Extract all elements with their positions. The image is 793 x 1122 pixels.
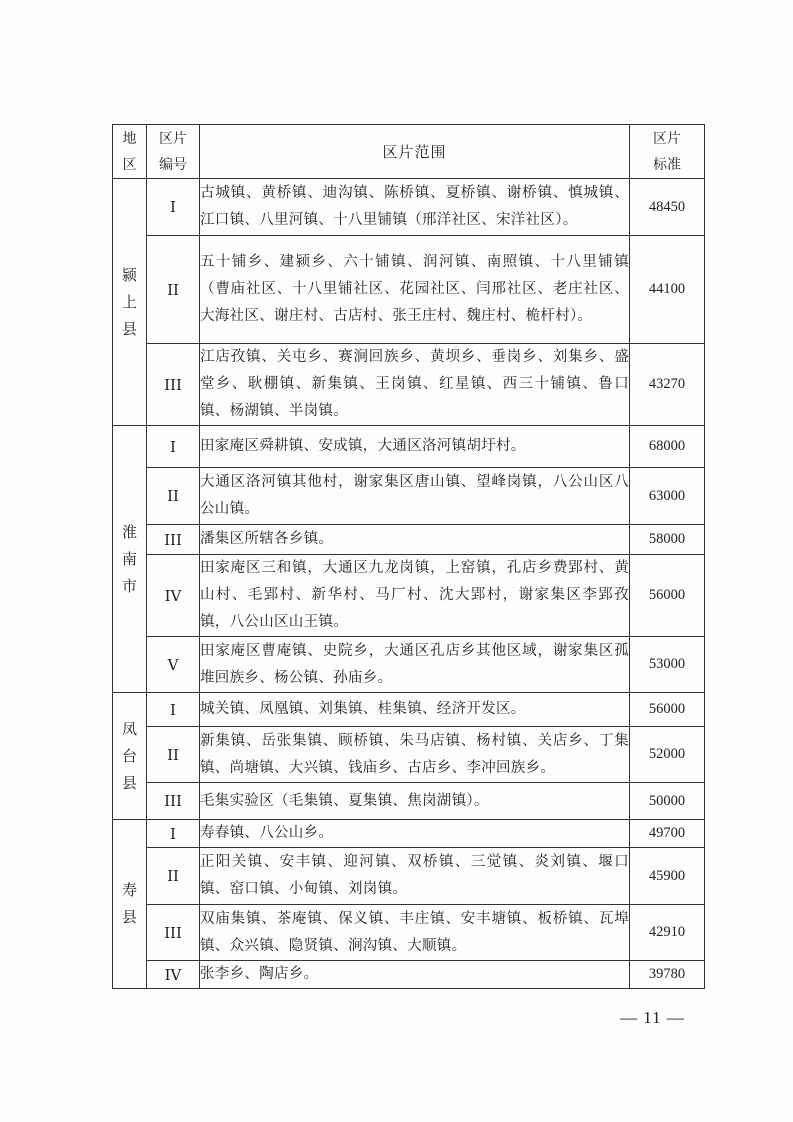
zone-range-cell: 田家庵区舜耕镇、安成镇，大通区洛河镇胡圩村。: [200, 426, 630, 468]
zone-code-cell: III: [147, 783, 200, 820]
zone-code-cell: V: [147, 637, 200, 693]
table-row: [113, 555, 705, 637]
zone-code-cell: II: [147, 727, 200, 783]
zone-code-cell: I: [147, 820, 200, 848]
table-row: [113, 848, 705, 905]
header-code: 区片 编号: [147, 125, 200, 179]
table-row: [113, 783, 705, 820]
region-cell: 淮 南 市: [113, 426, 147, 693]
zone-standard-cell: 39780: [630, 961, 705, 989]
zone-range-cell: 潘集区所辖各乡镇。: [200, 525, 630, 555]
table-row: [113, 236, 705, 344]
zone-code-cell: I: [147, 426, 200, 468]
zone-standard-cell: 48450: [630, 179, 705, 236]
table-row: [113, 468, 705, 525]
zone-code-cell: IV: [147, 555, 200, 637]
region-cell: 颍 上 县: [113, 179, 147, 426]
zone-range-cell: 五十铺乡、建颍乡、六十铺镇、润河镇、南照镇、十八里铺镇（曹庙社区、十八里铺社区、花园社区、闫邢社区、老庄社区、大海社区、谢庄村、古店村、张王庄村、魏庄村、桅杆村）。: [200, 236, 630, 344]
zone-standard-cell: 43270: [630, 344, 705, 426]
table-row: [113, 525, 705, 555]
zone-range-cell: 田家庵区曹庵镇、史院乡，大通区孔店乡其他区域，谢家集区孤堆回族乡、杨公镇、孙庙乡。: [200, 637, 630, 693]
table-body: [113, 179, 705, 989]
header-region: 地 区: [113, 125, 147, 179]
zone-range-cell: 张李乡、陶店乡。: [200, 961, 630, 989]
zone-range-cell: 寿春镇、八公山乡。: [200, 820, 630, 848]
table-row: [113, 693, 705, 727]
header-std: 区片 标准: [630, 125, 705, 179]
zone-range-cell: 大通区洛河镇其他村，谢家集区唐山镇、望峰岗镇，八公山区八公山镇。: [200, 468, 630, 525]
zone-range-cell: 毛集实验区（毛集镇、夏集镇、焦岗湖镇）。: [200, 783, 630, 820]
zone-standard-cell: 45900: [630, 848, 705, 905]
zone-code-cell: III: [147, 344, 200, 426]
table-row: [113, 820, 705, 848]
zone-range-cell: 新集镇、岳张集镇、顾桥镇、朱马店镇、杨村镇、关店乡、丁集镇、尚塘镇、大兴镇、钱庙乡、古店乡、李冲回族乡。: [200, 727, 630, 783]
zone-standard-cell: 58000: [630, 525, 705, 555]
zone-code-cell: II: [147, 468, 200, 525]
zone-range-cell: 双庙集镇、茶庵镇、保义镇、丰庄镇、安丰塘镇、板桥镇、瓦埠镇、众兴镇、隐贤镇、涧沟镇、大顺镇。: [200, 905, 630, 961]
zone-code-cell: I: [147, 179, 200, 236]
zone-standard-cell: 53000: [630, 637, 705, 693]
table-row: [113, 727, 705, 783]
zone-standard-cell: 68000: [630, 426, 705, 468]
zone-standard-cell: 50000: [630, 783, 705, 820]
zone-range-cell: 江店孜镇、关屯乡、赛涧回族乡、黄坝乡、垂岗乡、刘集乡、盛堂乡、耿棚镇、新集镇、王岗镇、红星镇、西三十铺镇、鲁口镇、杨湖镇、半岗镇。: [200, 344, 630, 426]
region-cell: 寿 县: [113, 820, 147, 989]
table-row: [113, 961, 705, 989]
table-header-row: [113, 125, 705, 179]
zone-range-cell: 古城镇、黄桥镇、迪沟镇、陈桥镇、夏桥镇、谢桥镇、慎城镇、江口镇、八里河镇、十八里铺镇（邢洋社区、宋洋社区）。: [200, 179, 630, 236]
land-price-zone-table: [112, 124, 705, 989]
header-range: 区片范围: [200, 125, 630, 179]
region-cell: 凤 台 县: [113, 693, 147, 820]
zone-code-cell: III: [147, 905, 200, 961]
zone-range-cell: 田家庵区三和镇，大通区九龙岗镇，上窑镇，孔店乡费郢村、黄山村、毛郢村、新华村、马厂村、沈大郢村，谢家集区李郢孜镇，八公山区山王镇。: [200, 555, 630, 637]
page-number: — 11 —: [620, 1008, 685, 1027]
table-row: [113, 426, 705, 468]
zone-standard-cell: 42910: [630, 905, 705, 961]
table-row: [113, 637, 705, 693]
zone-standard-cell: 56000: [630, 555, 705, 637]
zone-code-cell: IV: [147, 961, 200, 989]
zone-range-cell: 城关镇、凤凰镇、刘集镇、桂集镇、经济开发区。: [200, 693, 630, 727]
zone-standard-cell: 52000: [630, 727, 705, 783]
zone-code-cell: I: [147, 693, 200, 727]
table-row: [113, 179, 705, 236]
zone-code-cell: II: [147, 236, 200, 344]
zone-standard-cell: 56000: [630, 693, 705, 727]
zone-standard-cell: 49700: [630, 820, 705, 848]
zone-code-cell: III: [147, 525, 200, 555]
zone-code-cell: II: [147, 848, 200, 905]
table-row: [113, 344, 705, 426]
table-row: [113, 905, 705, 961]
zone-standard-cell: 44100: [630, 236, 705, 344]
zone-standard-cell: 63000: [630, 468, 705, 525]
zone-range-cell: 正阳关镇、安丰镇、迎河镇、双桥镇、三觉镇、炎刘镇、堰口镇、窑口镇、小甸镇、刘岗镇。: [200, 848, 630, 905]
